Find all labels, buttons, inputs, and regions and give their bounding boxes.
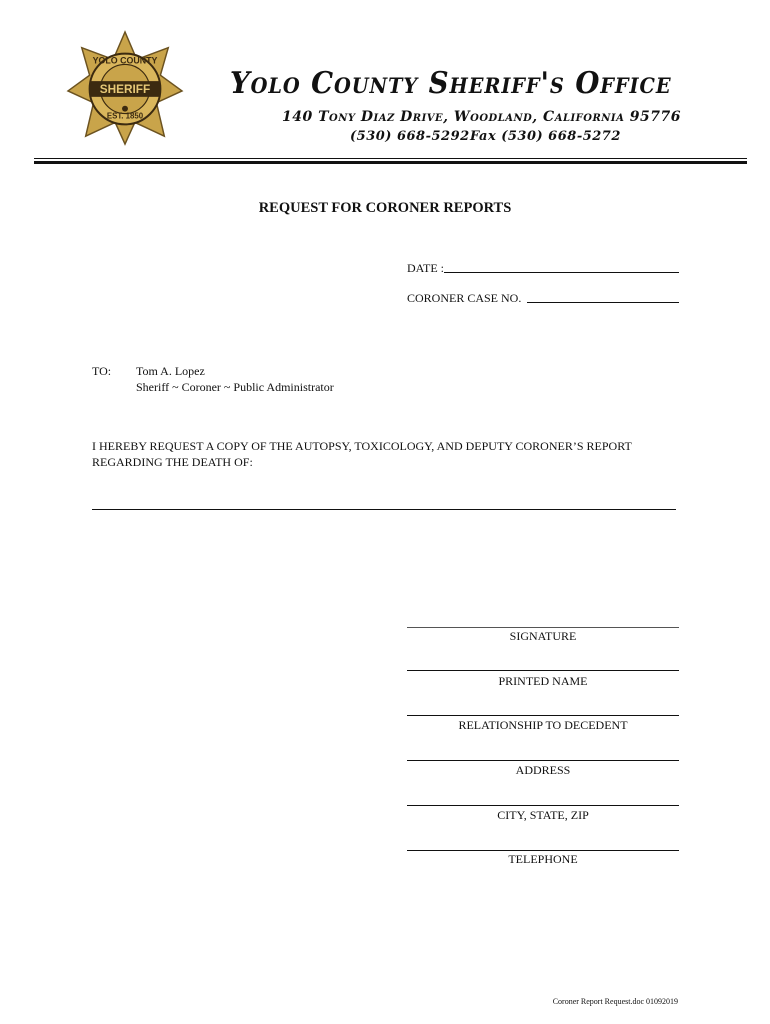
telephone-field[interactable] bbox=[407, 850, 679, 851]
telephone-caption: TELEPHONE bbox=[508, 852, 578, 866]
city-state-zip-caption: CITY, STATE, ZIP bbox=[497, 808, 589, 822]
document-footer: Coroner Report Request.doc 01092019 bbox=[552, 997, 678, 1006]
document-title: REQUEST FOR CORONER REPORTS bbox=[258, 200, 512, 216]
city-state-zip-field[interactable] bbox=[407, 805, 679, 806]
recipient-name: Tom A. Lopez bbox=[136, 364, 205, 378]
office-phone: (530) 668-5292 bbox=[350, 129, 470, 144]
date-label: DATE : bbox=[407, 261, 444, 275]
address-field[interactable] bbox=[407, 760, 679, 761]
date-field[interactable] bbox=[444, 272, 679, 273]
request-text-line2: REGARDING THE DEATH OF: bbox=[92, 455, 253, 469]
relationship-field[interactable] bbox=[407, 715, 679, 716]
signature-caption: SIGNATURE bbox=[509, 629, 577, 643]
letterhead-rule-top bbox=[34, 158, 747, 159]
office-title: Yolo County Sheriff's Office bbox=[230, 66, 672, 101]
letterhead-rule-bottom bbox=[34, 161, 747, 164]
to-label: TO: bbox=[92, 364, 112, 378]
office-address: 140 Tony Diaz Drive, Woodland, California 95776 bbox=[282, 109, 681, 125]
badge-top-text: YOLO COUNTY bbox=[92, 55, 158, 66]
printed-name-field[interactable] bbox=[407, 670, 679, 671]
case-number-label: CORONER CASE NO. bbox=[407, 291, 522, 305]
decedent-name-field[interactable] bbox=[92, 509, 676, 510]
printed-name-caption: PRINTED NAME bbox=[498, 674, 588, 688]
office-fax: Fax (530) 668-5272 bbox=[470, 129, 621, 144]
badge-center-text: SHERIFF bbox=[99, 82, 151, 96]
case-number-field[interactable] bbox=[527, 302, 679, 303]
signature-field[interactable] bbox=[407, 627, 679, 628]
badge-bottom-text: EST. 1850 bbox=[106, 111, 144, 121]
request-text-line1: I HEREBY REQUEST A COPY OF THE AUTOPSY, TOXICOLOGY, AND DEPUTY CORONER’S REPORT bbox=[92, 439, 632, 453]
sheriff-badge-logo bbox=[66, 30, 184, 146]
address-caption: ADDRESS bbox=[515, 763, 571, 777]
relationship-caption: RELATIONSHIP TO DECEDENT bbox=[458, 718, 628, 732]
recipient-title: Sheriff ~ Coroner ~ Public Administrator bbox=[136, 380, 334, 394]
